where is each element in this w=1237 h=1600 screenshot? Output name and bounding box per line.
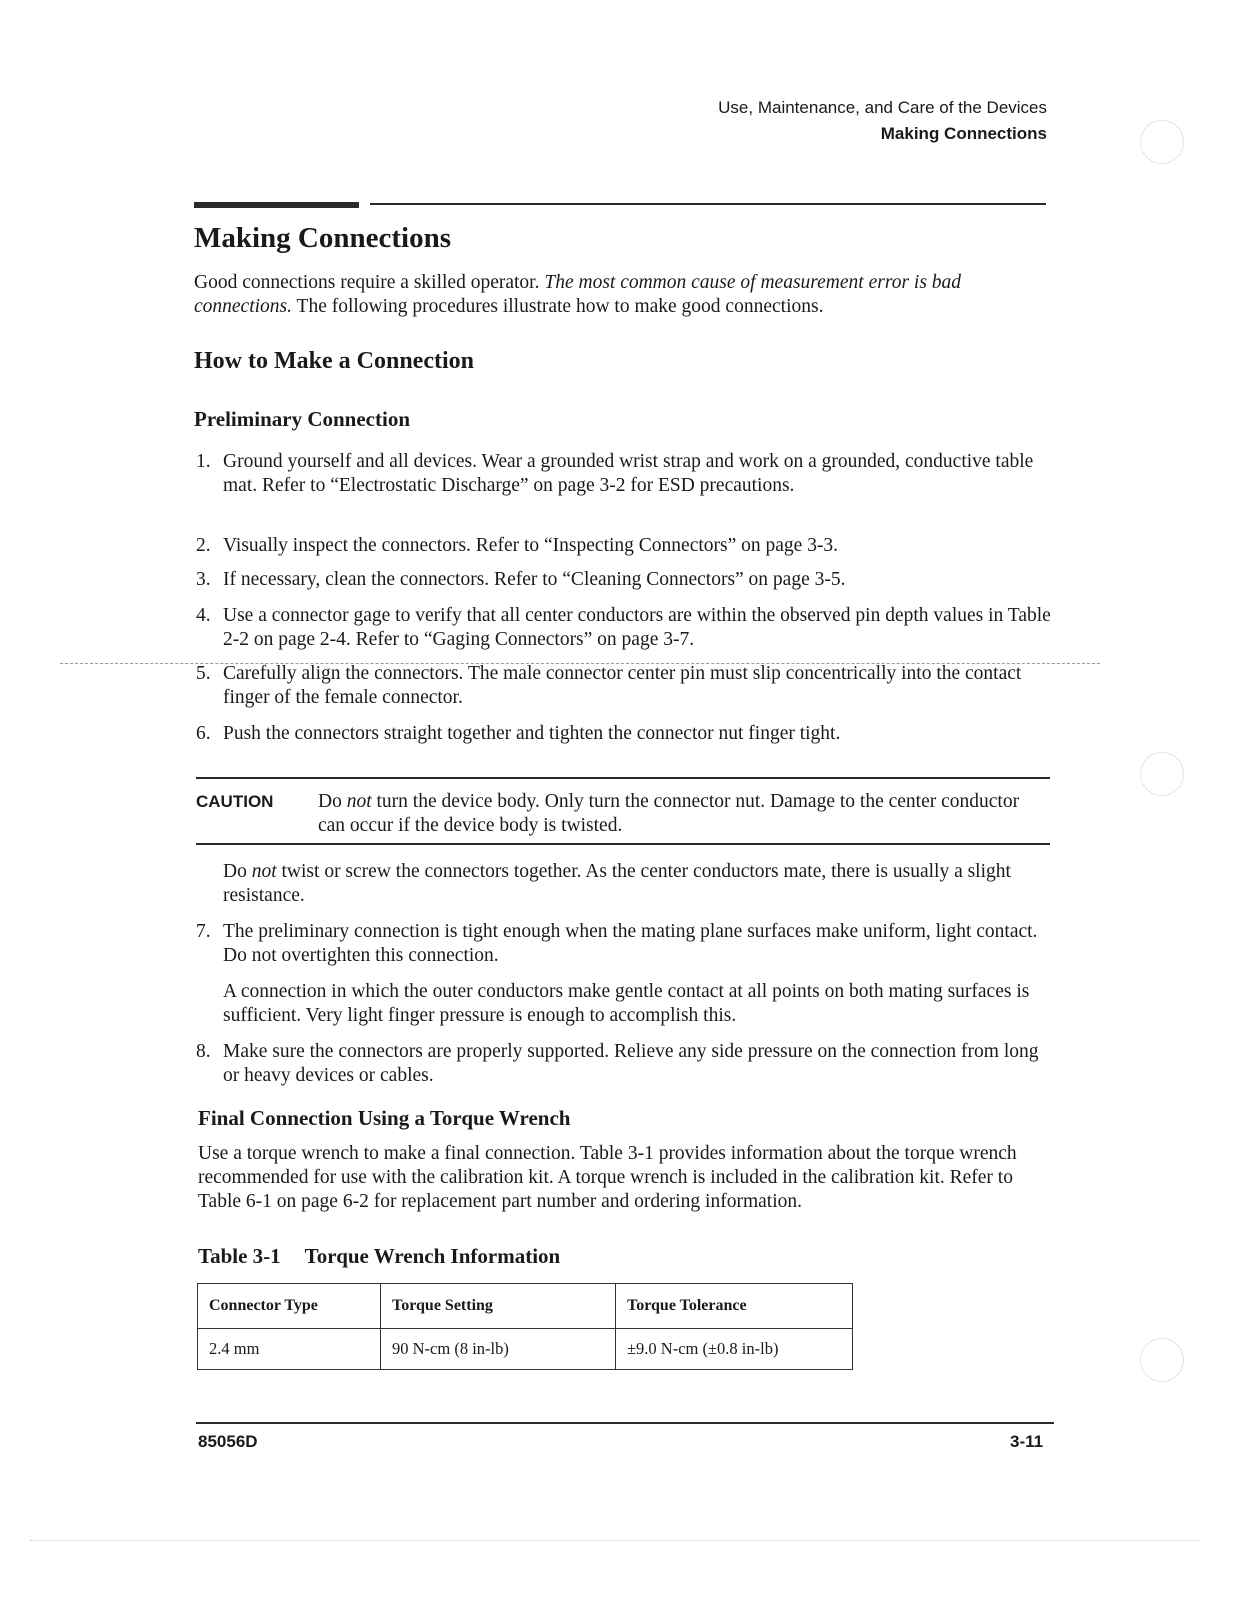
intro-emphasis: The most common cause of measurement error is bad connections. xyxy=(194,272,962,317)
table-header-cell: Torque Tolerance xyxy=(616,1284,853,1329)
step-number: 7. xyxy=(196,921,211,942)
table-title: Torque Wrench Information xyxy=(304,1244,561,1268)
table-cell: 90 N-cm (8 in-lb) xyxy=(381,1329,616,1370)
step-number: 2. xyxy=(196,535,211,556)
step-text: Make sure the connectors are properly supported. Relieve any side pressure on the connection from long or heavy devices or cables. xyxy=(223,1041,1039,1086)
step-text: Push the connectors straight together and tighten the connector nut finger tight. xyxy=(223,723,841,744)
section-bar xyxy=(194,202,359,208)
list-item xyxy=(196,450,1056,498)
scan-artifact-dots xyxy=(30,1540,1200,1541)
final-connection-heading: Final Connection Using a Torque Wrench xyxy=(198,1106,571,1130)
how-to-heading: How to Make a Connection xyxy=(194,348,474,374)
twist-note-pre: Do xyxy=(223,861,252,882)
preliminary-heading: Preliminary Connection xyxy=(194,407,411,431)
torque-table xyxy=(197,1283,853,1370)
list-item xyxy=(196,662,1056,710)
step-text: If necessary, clean the connectors. Refer to “Cleaning Connectors” on page 3-5. xyxy=(223,569,846,590)
section-rule xyxy=(370,203,1046,205)
step7-note: A connection in which the outer conductors make gentle contact at all points on both mating surfaces is sufficient. Very light finger pressure is enough to accomplish this. xyxy=(223,981,1030,1026)
twist-note-post: twist or screw the connectors together. As the center conductors mate, there is usually a slight resistance. xyxy=(223,861,1011,906)
step-number: 8. xyxy=(196,1041,211,1062)
intro-paragraph xyxy=(194,271,1054,319)
twist-note-emphasis: not xyxy=(251,861,277,882)
list-item xyxy=(196,920,1056,968)
punch-hole-bottom xyxy=(1140,1338,1184,1382)
table-header-cell: Connector Type xyxy=(198,1284,381,1329)
step-number: 4. xyxy=(196,605,211,626)
step-text: Ground yourself and all devices. Wear a grounded wrist strap and work on a grounded, conductive table mat. Refer to “Electrostatic Discharge” on page 3-2 for ESD precautions. xyxy=(223,451,1034,496)
table-header-cell: Torque Setting xyxy=(381,1284,616,1329)
caution-bottom-rule xyxy=(196,843,1050,845)
list-item xyxy=(196,568,1056,592)
table-header-row xyxy=(198,1284,853,1329)
caution-text-post: turn the device body. Only turn the connector nut. Damage to the center conductor can occur if the device body is twisted. xyxy=(318,791,1020,836)
footer-page-number: 3-11 xyxy=(1010,1432,1044,1451)
twist-note xyxy=(223,860,1053,908)
step-text: Carefully align the connectors. The male connector center pin must slip concentrically into the contact finger of the female connector. xyxy=(223,663,1022,708)
step-text: Use a connector gage to verify that all center conductors are within the observed pin depth values in Table 2-2 on page 2-4. Refer to “Gaging Connectors” on page 3-7. xyxy=(223,605,1051,650)
caution-text-pre: Do xyxy=(318,791,347,812)
table-row xyxy=(198,1329,853,1370)
step-text: Visually inspect the connectors. Refer to “Inspecting Connectors” on page 3-3. xyxy=(223,535,839,556)
step-number: 1. xyxy=(196,451,211,472)
list-item xyxy=(196,534,1056,558)
table-number: Table 3-1 xyxy=(198,1244,281,1268)
list-item xyxy=(196,722,1056,746)
list-item xyxy=(196,1040,1056,1088)
intro-text-1: Good connections require a skilled operator. xyxy=(194,272,545,293)
caution-text xyxy=(318,790,1038,838)
footer-model: 85056D xyxy=(198,1432,258,1451)
punch-hole-top xyxy=(1140,120,1184,164)
running-header-chapter: Use, Maintenance, and Care of the Devices xyxy=(718,98,1047,117)
footer-rule xyxy=(196,1422,1054,1424)
page-title: Making Connections xyxy=(194,222,452,254)
caution-top-rule xyxy=(196,777,1050,779)
step-number: 6. xyxy=(196,723,211,744)
step-text: The preliminary connection is tight enough when the mating plane surfaces make uniform, light contact. Do not overtighten this connection. xyxy=(223,921,1038,966)
table-cell: 2.4 mm xyxy=(198,1329,381,1370)
caution-emphasis: not xyxy=(346,791,372,812)
list-item xyxy=(196,604,1056,652)
intro-text-2: The following procedures illustrate how to make good connections. xyxy=(292,296,824,317)
step-number: 5. xyxy=(196,663,211,684)
punch-hole-middle xyxy=(1140,752,1184,796)
running-header-section: Making Connections xyxy=(880,124,1047,143)
step-number: 3. xyxy=(196,569,211,590)
table-caption xyxy=(198,1244,560,1269)
caution-label: CAUTION xyxy=(196,792,274,811)
table-cell: ±9.0 N-cm (±0.8 in-lb) xyxy=(616,1329,853,1370)
final-connection-text: Use a torque wrench to make a final connection. Table 3-1 provides information about the torque wrench recommended for use with the calibration kit. A torque wrench is included in the calibration kit. Refer to Table 6-1 on page 6-2 for replacement part number and ordering information. xyxy=(198,1143,1017,1212)
